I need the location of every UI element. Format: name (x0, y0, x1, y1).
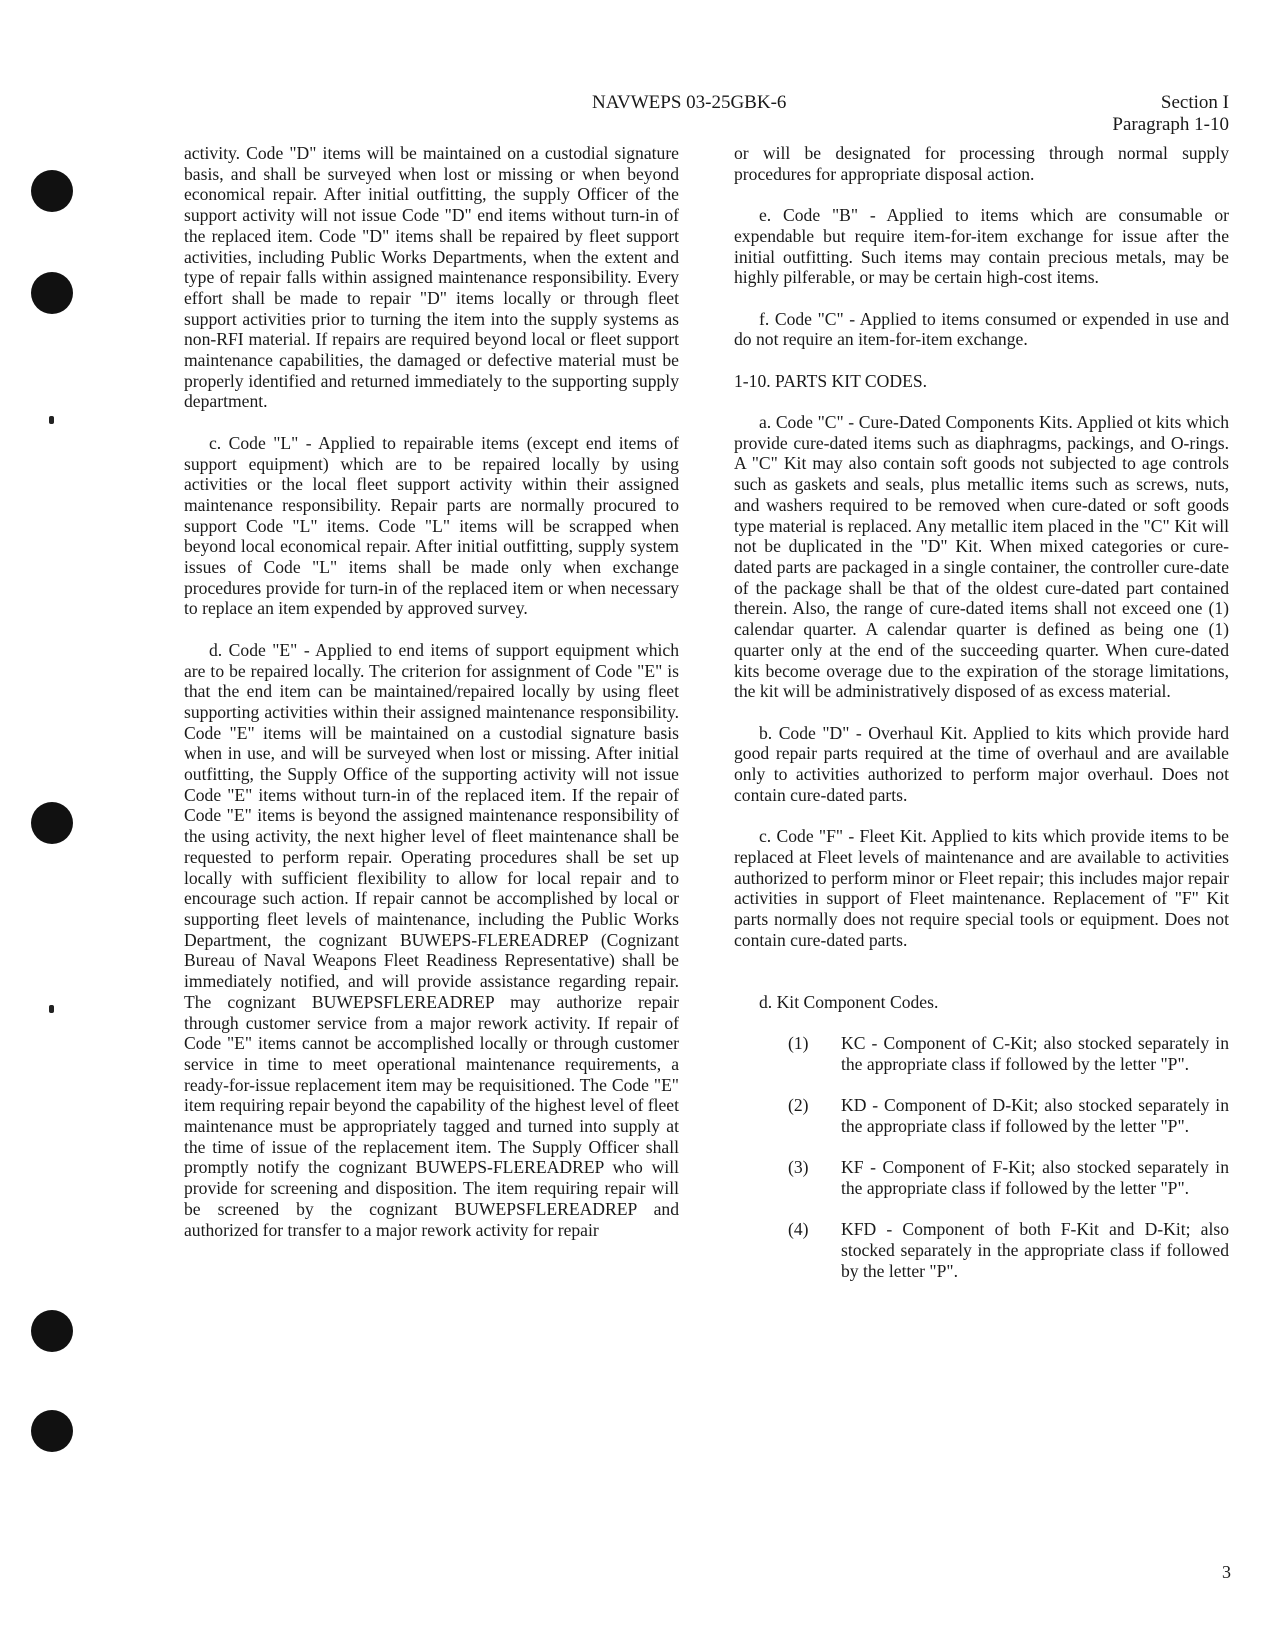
binder-hole (31, 1310, 73, 1352)
margin-mark (49, 1005, 54, 1013)
paragraph-code-l: c. Code "L" - Applied to repairable items (except end items of support equipment) which are to be repaired locally by using activities or the local fleet support activity within their assigned maintenance responsibility. Repair parts are normally procured to support Code "L" items. Code "L" items will be scrapped when beyond local economical repair. After initial outfitting, supply system issues of Code "L" items shall be made only when exchange procedures provide for turn-in of the replaced item or when necessary to replace an item expended by approved survey. (184, 432, 679, 619)
paragraph-label: Paragraph 1-10 (1112, 114, 1229, 135)
paragraph-code-e: d. Code "E" - Applied to end items of support equipment which are to be repaired locally. The criterion for assignment of Code "E" is that the end item can be maintained/repaired locally by using fleet supporting activities within their assigned maintenance responsibility. Code "E" items will be maintained on a custodial signature basis when in use, and will be surveyed when lost or missing. After initial outfitting, the Supply Office of the supporting activity will not issue Code "E" items without turn-in of the replaced item. If the repair of Code "E" items is beyond the assigned maintenance responsibility of the using activity, the next higher level of fleet maintenance shall be requested to perform repair. Operating procedures shall be set up locally with sufficient flexibility to allow for local repair and to encourage such action. If repair cannot be accomplished by local or supporting fleet levels of maintenance, including the Public Works Department, the cognizant BUWEPS-FLEREADREP (Cognizant Bureau of Naval Weapons Fleet Readiness Representative) shall be immediately notified, and will provide assistance regarding repair. The cognizant BUWEPSFLEREADREP may authorize repair through customer service from a major rework activity. If repair of Code "E" items cannot be accomplished locally or through customer service in time to meet operational maintenance requirements, a ready-for-issue replacement item may be requisitioned. The Code "E" item requiring repair beyond the capability of the highest level of fleet maintenance must be appropriately tagged and turned into supply at the time of issue of the replacement item. The Supply Officer shall promptly notify the cognizant BUWEPS-FLEREADREP who will provide for screening and disposition. The item requiring repair will be screened by the cognizant BUWEPSFLEREADREP and authorized for transfer to a major rework activity for repair (184, 639, 679, 1240)
section-reference (1112, 92, 1229, 136)
left-column (184, 143, 679, 1261)
binder-hole (31, 170, 73, 212)
binder-hole (31, 272, 73, 314)
list-item (734, 1157, 1229, 1198)
paragraph-overhaul-kit: b. Code "D" - Overhaul Kit. Applied to kits which provide hard good repair parts required at the time of overhaul and are available only to activities authorized to perform major overhaul. Does not contain cure-dated parts. (734, 722, 1229, 805)
section-label: Section I (1160, 92, 1229, 113)
section-heading: 1-10. PARTS KIT CODES. (734, 370, 927, 391)
paragraph-cure-dated-kit: a. Code "C" - Cure-Dated Components Kits. Applied ot kits which provide cure-dated items such as diaphragms, packings, and O-rings. A "C" Kit may also contain soft goods not subjected to age controls such as gaskets and seals, plus metallic items such as screws, nuts, and washers required to be removed when cure-dated or soft goods type material is replaced. Any metallic item placed in the "C" Kit will not be duplicated in the "D" Kit. When mixed categories or cure-dated parts are packaged in a single container, the controller cure-date of the package shall be that of the oldest cure-dated part contained therein. Also, the range of cure-dated items shall not exceed one (1) calendar quarter. A calendar quarter is defined as being one (1) quarter only at the end of the succeeding quarter. When cure-dated kits become overage due to the expiration of the storage limitations, the kit will be administratively disposed of as excess material. (734, 412, 1229, 702)
list-item-number: (1) (788, 1033, 809, 1054)
list-item-text: KFD - Component of both F-Kit and D-Kit; also stocked separately in the appropriate class if followed by the letter "P". (841, 1219, 1229, 1281)
paragraph-fleet-kit: c. Code "F" - Fleet Kit. Applied to kits which provide items to be replaced at Fleet levels of maintenance and are available to activities authorized to perform minor or Fleet repair; this includes major repair activities in support of Fleet maintenance. Replacement of "F" Kit parts normally does not require special tools or equipment. Does not contain cure-dated parts. (734, 826, 1229, 950)
list-item-number: (2) (788, 1095, 809, 1116)
list-item-text: KD - Component of D-Kit; also stocked separately in the appropriate class if followed by the letter "P". (841, 1095, 1229, 1136)
list-item-number: (4) (788, 1219, 809, 1240)
binder-hole (31, 802, 73, 844)
list-item-text: KF - Component of F-Kit; also stocked separately in the appropriate class if followed by the letter "P". (841, 1157, 1229, 1198)
list-item-text: KC - Component of C-Kit; also stocked separately in the appropriate class if followed by the letter "P". (841, 1033, 1229, 1074)
binder-hole (31, 1410, 73, 1452)
list-item (734, 1033, 1229, 1074)
right-column (734, 143, 1229, 1302)
paragraph-continued: or will be designated for processing through normal supply procedures for appropriate disposal action. (734, 143, 1229, 184)
list-item (734, 1095, 1229, 1136)
paragraph-code-b: e. Code "B" - Applied to items which are consumable or expendable but require item-for-item exchange for issue after the initial outfitting. Such items may contain precious metals, may be highly pilferable, or may be certain high-cost items. (734, 205, 1229, 288)
paragraph-kit-component-codes: d. Kit Component Codes. (759, 991, 939, 1012)
document-number: NAVWEPS 03-25GBK-6 (592, 92, 787, 113)
margin-mark (49, 416, 54, 424)
list-item-number: (3) (788, 1157, 809, 1178)
paragraph-code-c: f. Code "C" - Applied to items consumed or expended in use and do not require an item-for-item exchange. (734, 308, 1229, 350)
page-number: 3 (1222, 1562, 1231, 1582)
list-item (734, 1219, 1229, 1281)
paragraph-continued: activity. Code "D" items will be maintained on a custodial signature basis, and shall be surveyed when lost or missing or when beyond economical repair. After initial outfitting, the supply Officer of the support activity will not issue Code "D" end items without turn-in of the replaced item. Code "D" items shall be repaired by fleet support activities, including Public Works Departments, when the extent and type of repair falls within assigned maintenance responsibility. Every effort shall be made to repair "D" items locally or through fleet support activities prior to turning the item into the supply systems as non-RFI material. If repairs are required beyond local or fleet support maintenance capabilities, the damaged or defective material must be properly identified and returned immediately to the supporting supply department. (184, 143, 679, 412)
